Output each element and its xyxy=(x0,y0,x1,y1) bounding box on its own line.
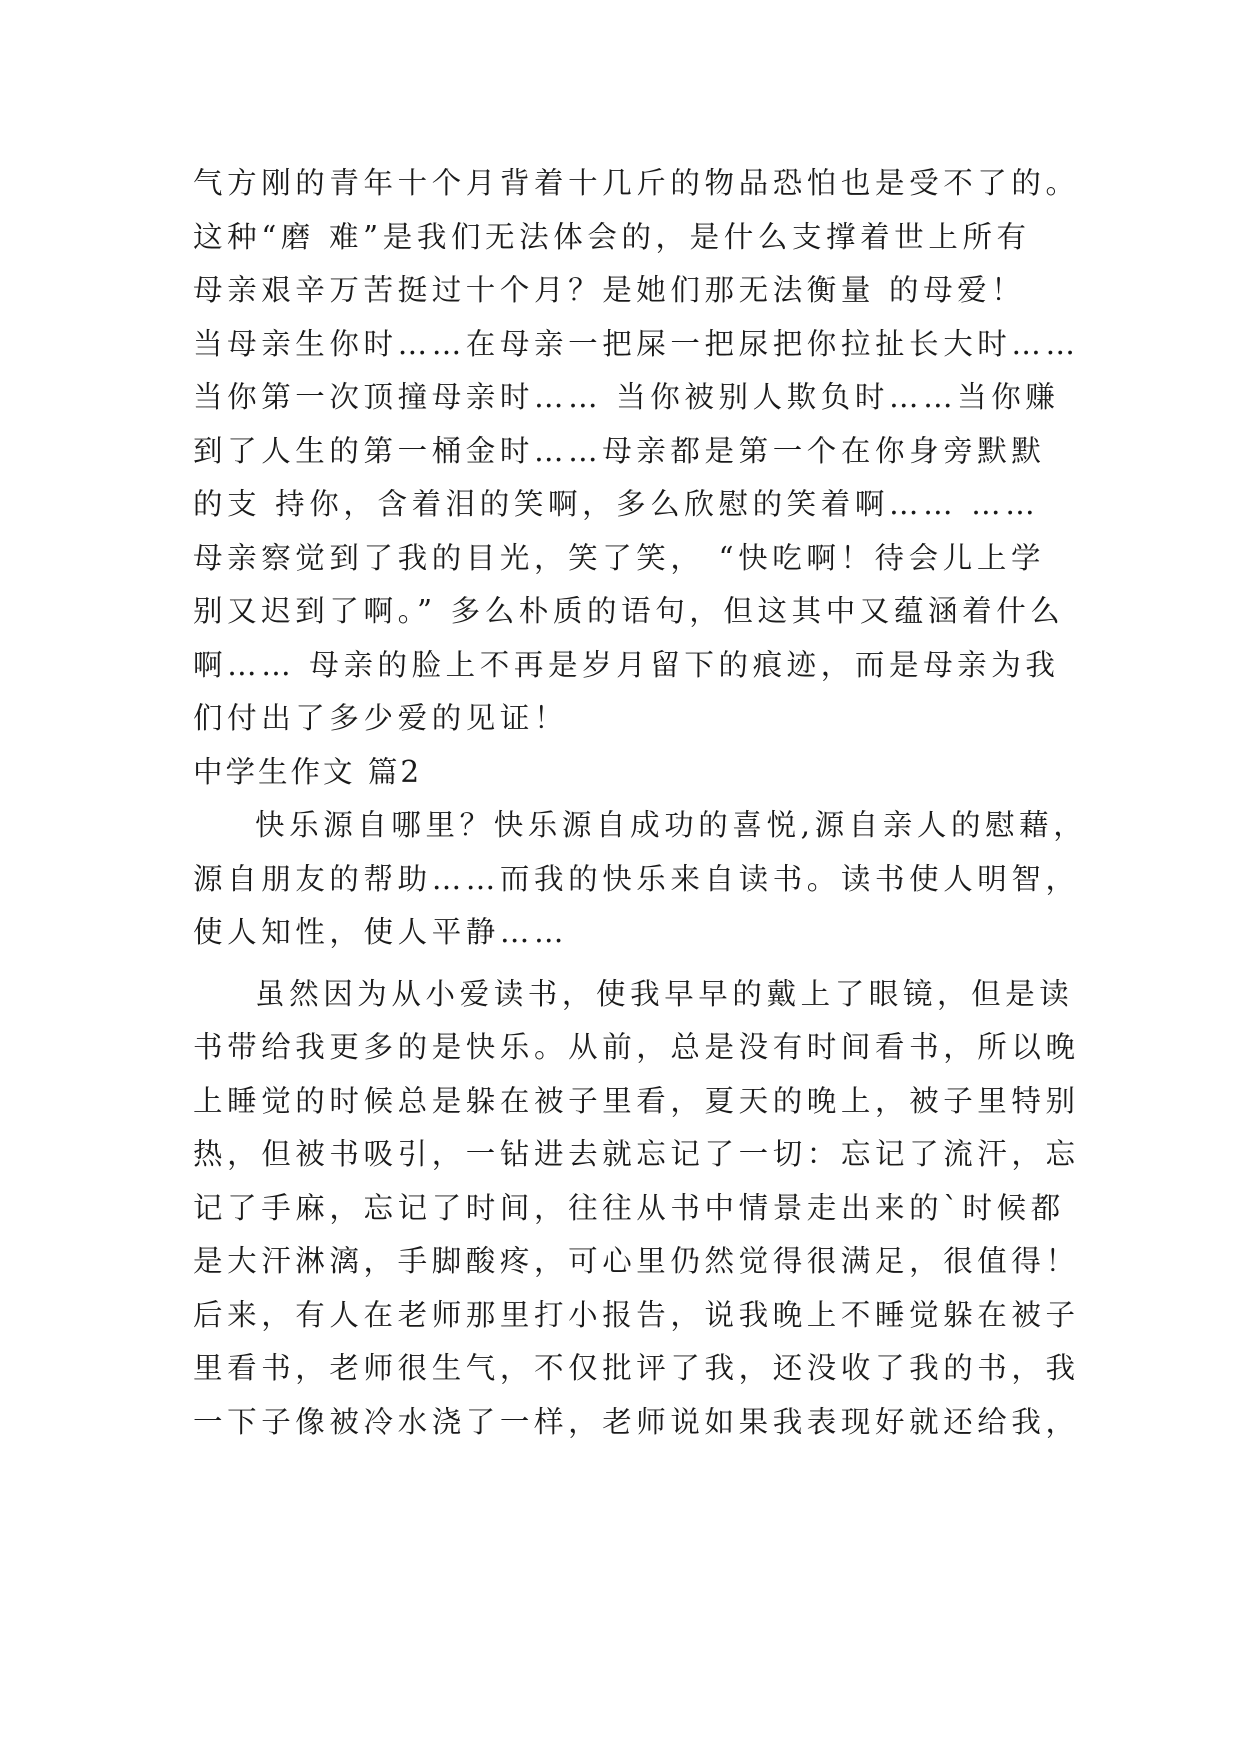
text-line: 记了手麻，忘记了时间，往往从书中情景走出来的`时候都 xyxy=(193,1190,1065,1225)
paragraph-happiness-source xyxy=(193,799,1088,960)
text-line: 这种“磨 难”是我们无法体会的，是什么支撑着世上所有 xyxy=(193,219,1031,254)
text-line: 上睡觉的时候总是躲在被子里看，夏天的晚上，被子里特别 xyxy=(193,1083,1080,1118)
text-line: 快乐源自哪里？快乐源自成功的喜悦,源自亲人的慰藉， xyxy=(255,808,1088,842)
text-line: 母亲察觉到了我的目光，笑了笑， “快吃啊！待会儿上学 xyxy=(193,540,1046,575)
text-line: 虽然因为从小爱读书，使我早早的戴上了眼镜，但是读 xyxy=(255,976,1074,1011)
paragraph-reading-story xyxy=(193,968,1080,1450)
text-line: 当你第一次顶撞母亲时…… 当你被别人欺负时……当你赚 xyxy=(193,380,1060,414)
text-line: 书带给我更多的是快乐。从前，总是没有时间看书，所以晚 xyxy=(193,1030,1080,1064)
text-line: 气方刚的青年十个月背着十几斤的物品恐怕也是受不了的。 xyxy=(193,166,1080,200)
text-line: 源自朋友的帮助……而我的快乐来自读书。读书使人明智， xyxy=(193,861,1080,896)
paragraph-gap xyxy=(193,960,1063,968)
text-line: 啊…… 母亲的脸上不再是岁月留下的痕迹，而是母亲为我 xyxy=(193,647,1060,682)
document-page xyxy=(193,157,1088,1449)
text-line: 母亲艰辛万苦挺过十个月？是她们那无法衡量 的母爱！ xyxy=(193,273,1026,307)
text-line: 别又迟到了啊。” 多么朴质的语句，但这其中又蕴涵着什么 xyxy=(193,594,1065,628)
text-line: 里看书，老师很生气，不仅批评了我，还没收了我的书，我 xyxy=(193,1351,1080,1385)
text-line: 热，但被书吸引，一钻进去就忘记了一切：忘记了流汗，忘 xyxy=(193,1137,1080,1171)
essay-continuation xyxy=(193,157,1080,746)
text-line: 使人知性，使人平静…… xyxy=(193,915,569,949)
section-heading: 中学生作文 篇2 xyxy=(193,754,423,789)
text-line: 的支 持你，含着泪的笑啊，多么欣慰的笑着啊…… …… xyxy=(193,487,1040,521)
text-line: 一下子像被冷水浇了一样，老师说如果我表现好就还给我， xyxy=(193,1404,1080,1439)
text-line: 当母亲生你时……在母亲一把屎一把尿把你拉扯长大时…… xyxy=(193,326,1080,361)
text-line: 到了人生的第一桶金时……母亲都是第一个在你身旁默默 xyxy=(193,433,1046,468)
text-line: 们付出了多少爱的见证！ xyxy=(193,701,569,735)
text-line: 后来，有人在老师那里打小报告，说我晚上不睡觉躲在被子 xyxy=(193,1297,1080,1332)
text-line: 是大汗淋漓，手脚酸疼，可心里仍然觉得很满足，很值得！ xyxy=(193,1244,1080,1278)
